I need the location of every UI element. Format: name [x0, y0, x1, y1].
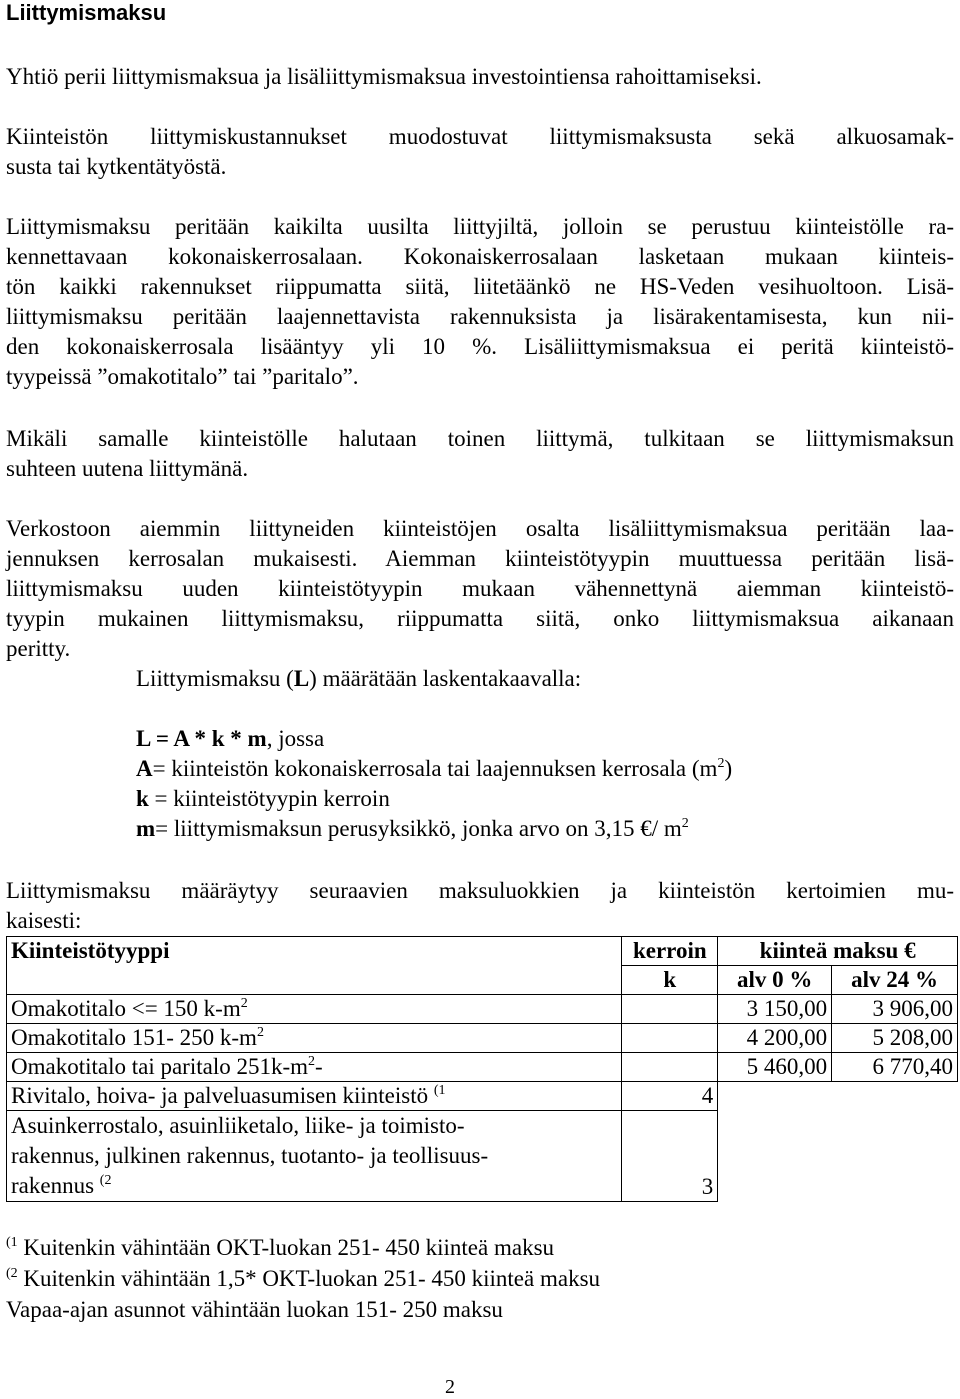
- row-vat24: 5 208,00: [832, 1024, 958, 1053]
- row-type: Rivitalo, hoiva- ja palveluasumisen kiinteistö $^{(1}$: [7, 1082, 622, 1111]
- row-type: Asuinkerrostalo, asuinliiketalo, liike- ja toimisto- rakennus, julkinen rakennus, tuotanto- ja teollisuus- rakennus $^{(2}$: [7, 1111, 622, 1202]
- table-row: [7, 1053, 958, 1082]
- text-line: tön kaikki rakennukset riippumatta siitä, liitetäänkö ne HS-Veden vesihuoltoon. Lisä-: [6, 274, 954, 299]
- formula-block: [136, 664, 732, 844]
- formula-intro: Liittymismaksu (L) määrätään laskentakaavalla:: [136, 666, 582, 691]
- row-coef: [622, 995, 718, 1024]
- text-line: susta tai kytkentätyöstä.: [6, 154, 227, 179]
- footnote-3: Vapaa-ajan asunnot vähintään luokan 151- 250 maksu: [6, 1297, 503, 1322]
- page-title: Liittymismaksu: [6, 0, 167, 25]
- table-row: [7, 1024, 958, 1053]
- text-line: suhteen uutena liittymänä.: [6, 456, 249, 481]
- text-line: Liittymismaksu määräytyy seuraavien maksuluokkien ja kiinteistön kertoimien mu-: [6, 878, 954, 903]
- page-number: 2: [445, 1376, 455, 1398]
- footnote-2: $^{(2}$ Kuitenkin vähintään 1,5* OKT-luokan 251- 450 kiinteä maksu: [6, 1266, 601, 1291]
- formula-def-a: A= kiinteistön kokonaiskerrosala tai laajennuksen kerrosala $(m^2)$: [136, 756, 733, 781]
- row-coef: 3: [622, 1111, 718, 1202]
- row-coef: 4: [622, 1082, 718, 1111]
- row-vat24: 6 770,40: [832, 1053, 958, 1082]
- formula-line: L = A * k * m, jossa: [136, 726, 325, 751]
- text-line: kaisesti:: [6, 908, 82, 933]
- header-type: Kiinteistötyyppi: [7, 937, 622, 995]
- row-type: Omakotitalo 151- 250 $k-m^2$: [7, 1024, 622, 1053]
- table-header-row: [7, 937, 958, 966]
- text-line: Mikäli samalle kiinteistölle halutaan toinen liittymä, tulkitaan se liittymismaksun: [6, 426, 954, 451]
- row-coef: [622, 1024, 718, 1053]
- row-vat0: 5 460,00: [718, 1053, 832, 1082]
- row-vat24: 3 906,00: [832, 995, 958, 1024]
- paragraph-3: [6, 212, 954, 392]
- row-type: Omakotitalo tai paritalo $251k-m^2-$: [7, 1053, 622, 1082]
- text-line: Liittymismaksu peritään kaikilta uusilta liittyjiltä, jolloin se perustuu kiinteistölle ra-: [6, 214, 954, 239]
- formula-def-m: m= liittymismaksun perusyksikkö, jonka arvo on 3,15 €/ $m^2$: [136, 816, 689, 841]
- paragraph-1: [6, 62, 954, 92]
- paragraph-6: [6, 876, 954, 936]
- header-coef: kerroin: [622, 937, 718, 966]
- text-line: liittymismaksu uuden kiinteistötyypin mukaan vähennettynä aiemman kiinteistö-: [6, 576, 954, 601]
- text-line: kennettavaan kokonaiskerrosalaan. Kokonaiskerrosalaan lasketaan mukaan kiinteis-: [6, 244, 954, 269]
- header-fixed-fee: kiinteä maksu €: [718, 937, 958, 966]
- formula-def-k: k = kiinteistötyypin kerroin: [136, 786, 390, 811]
- footnote-1: $^{(1}$ Kuitenkin vähintään OKT-luokan 251- 450 kiinteä maksu: [6, 1235, 555, 1260]
- table-row: [7, 1082, 958, 1111]
- text-line: liittymismaksu peritään laajennettavista rakennuksista ja lisärakentamisesta, kun nii-: [6, 304, 954, 329]
- fee-table: [6, 936, 958, 1202]
- table-row: [7, 995, 958, 1024]
- header-vat0: alv 0 %: [718, 966, 832, 995]
- header-coef-k: k: [622, 966, 718, 995]
- text-line: Verkostoon aiemmin liittyneiden kiinteistöjen osalta lisäliittymismaksua peritään laa-: [6, 516, 954, 541]
- paragraph-5: [6, 514, 954, 664]
- paragraph-2: [6, 122, 954, 182]
- row-type: Omakotitalo <= 150 $k-m^2$: [7, 995, 622, 1024]
- row-vat0: 4 200,00: [718, 1024, 832, 1053]
- paragraph-4: [6, 424, 954, 484]
- text-line: Yhtiö perii liittymismaksua ja lisäliittymismaksua investointiensa rahoittamiseksi.: [6, 64, 762, 89]
- text-line: peritty.: [6, 636, 71, 661]
- text-line: tyypeissä ”omakotitalo” tai ”paritalo”.: [6, 364, 359, 389]
- row-coef: [622, 1053, 718, 1082]
- empty-cell: [718, 1082, 958, 1202]
- text-line: jennuksen kerrosalan mukaisesti. Aiemman kiinteistötyypin muuttuessa peritään lisä-: [6, 546, 954, 571]
- text-line: den kokonaiskerrosala lisääntyy yli 10 %. Lisäliittymismaksua ei peritä kiinteistö-: [6, 334, 954, 359]
- header-vat24: alv 24 %: [832, 966, 958, 995]
- text-line: tyypin mukainen liittymismaksu, riippumatta siitä, onko liittymismaksua aikanaan: [6, 606, 954, 631]
- footnotes: [6, 1232, 600, 1325]
- text-line: Kiinteistön liittymiskustannukset muodostuvat liittymismaksusta sekä alkuosamak-: [6, 124, 954, 149]
- row-vat0: 3 150,00: [718, 995, 832, 1024]
